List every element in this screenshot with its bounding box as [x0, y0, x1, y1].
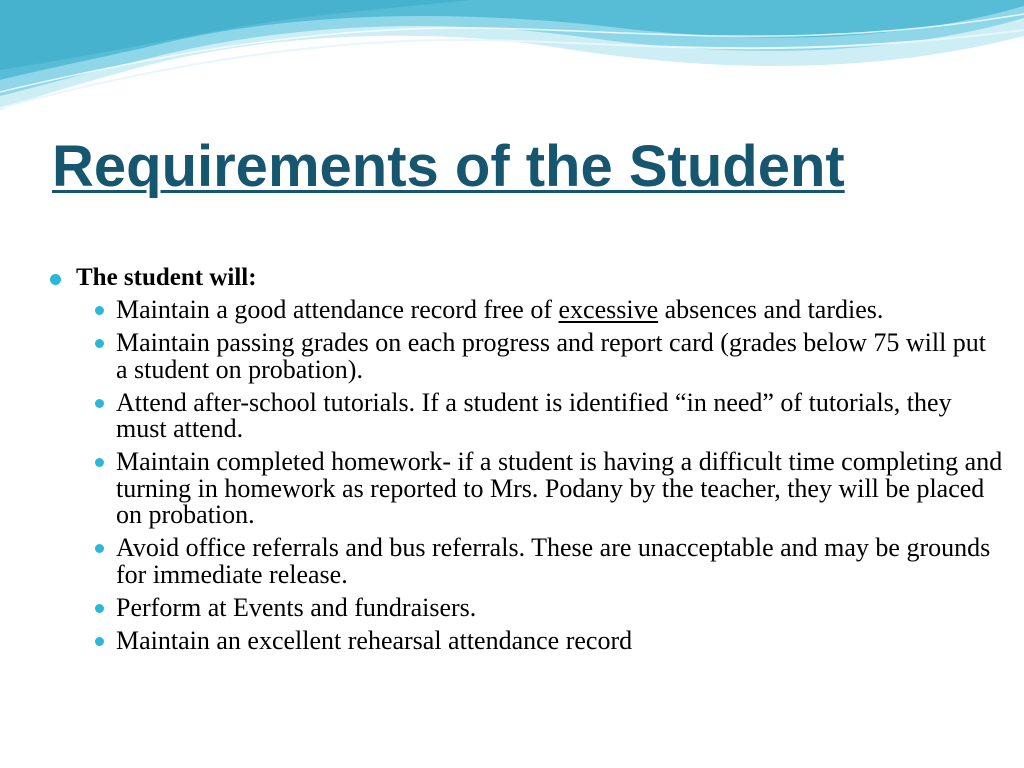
- item-emphasis: excessive: [558, 295, 659, 324]
- item-text: Maintain completed homework- if a student is having a difficult time completing and turning in homework as reported to Mrs. Podany by the teacher, they will be placed on probation.: [116, 447, 1003, 529]
- list-item: [76, 330, 1004, 383]
- bullet-icon: [95, 306, 104, 315]
- list-item: [76, 449, 1004, 529]
- list-item: [76, 297, 1004, 324]
- bullet-icon: [95, 458, 104, 467]
- intro-text: The student will:: [76, 264, 257, 291]
- bullet-icon: [95, 399, 104, 408]
- item-text-after: absences and tardies.: [658, 295, 884, 324]
- item-text-before: Maintain a good attendance record free of: [116, 295, 559, 324]
- item-text: Attend after-school tutorials. If a student is identified “in need” of tutorials, they must attend.: [116, 387, 952, 443]
- item-text: Avoid office referrals and bus referrals. These are unacceptable and may be grounds for immediate release.: [116, 533, 991, 589]
- bullet-icon: [50, 274, 61, 285]
- intro-item: [44, 264, 1004, 654]
- requirements-list: [76, 297, 1004, 654]
- bullet-icon: [95, 544, 104, 553]
- item-text: Maintain passing grades on each progress and report card (grades below 75 will put a student on probation).: [116, 328, 987, 384]
- list-item: [76, 535, 1004, 588]
- list-item: [76, 387, 1004, 443]
- list-item: [76, 625, 1004, 655]
- item-text: Maintain an excellent rehearsal attendance record: [116, 625, 633, 655]
- slide-title: Requirements of the Student: [52, 134, 845, 199]
- bullet-list: [44, 264, 1004, 661]
- item-text: Perform at Events and fundraisers.: [116, 592, 477, 622]
- header-wave-decoration: [0, 0, 1024, 130]
- bullet-icon: [95, 604, 104, 613]
- list-item: [76, 592, 1004, 622]
- bullet-icon: [95, 637, 104, 646]
- bullet-icon: [95, 339, 104, 348]
